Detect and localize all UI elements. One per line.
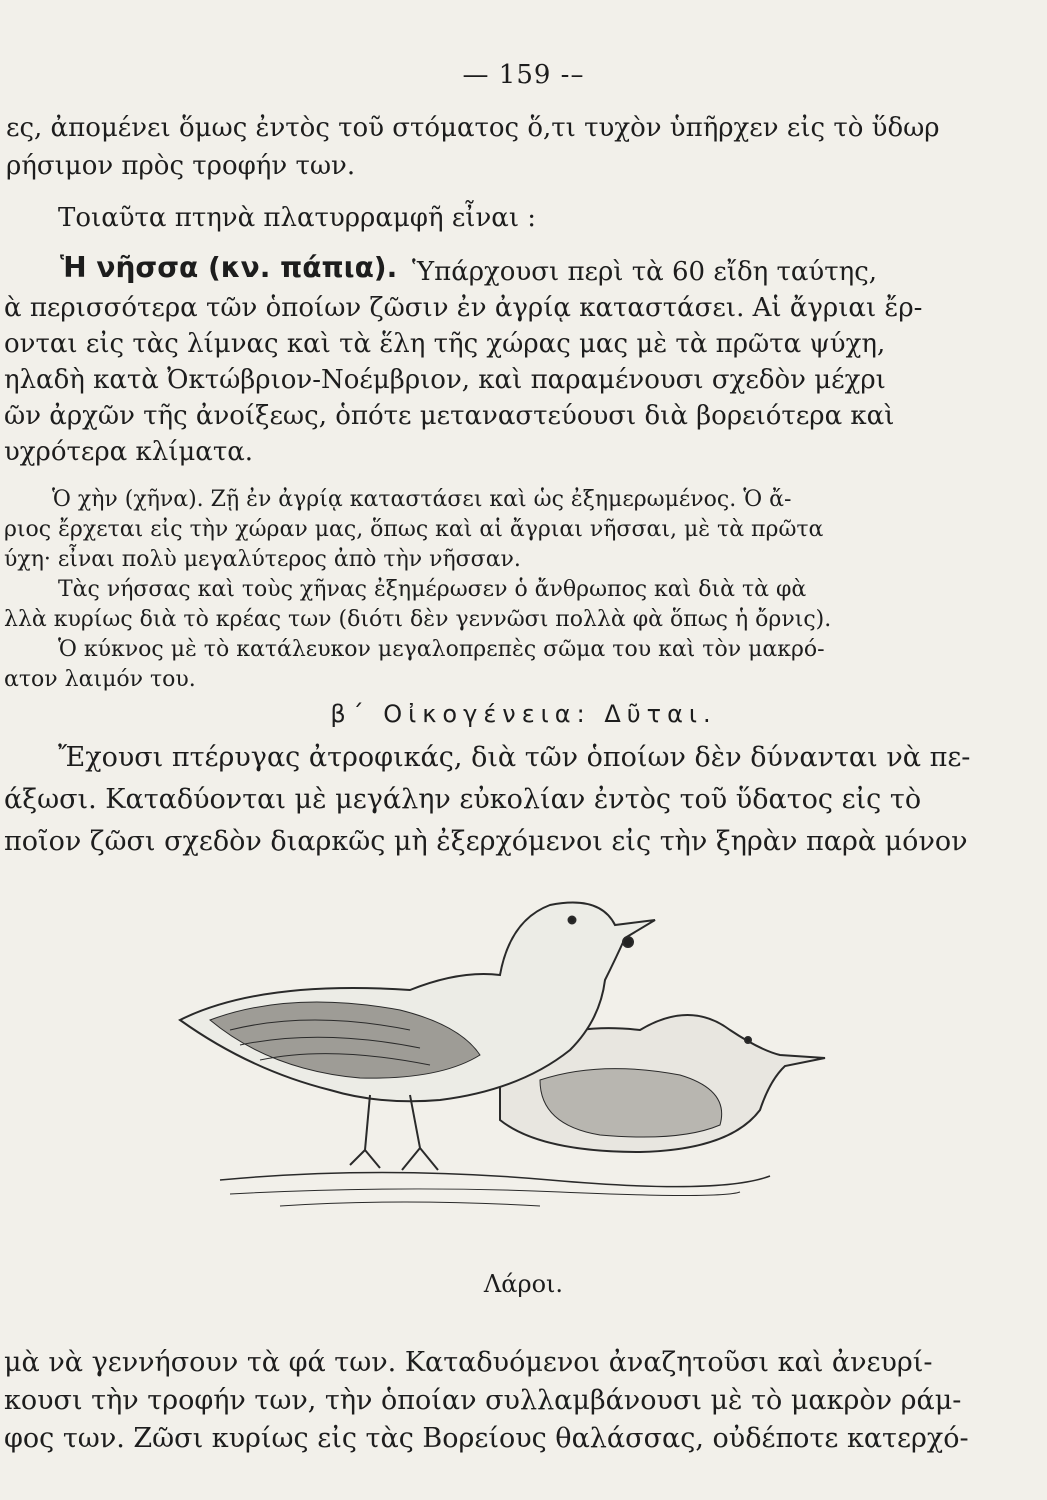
text-line: ὰ περισσότερα τῶν ὁποίων ζῶσιν ἐν ἀγρίᾳ καταστάσει. Αἱ ἄγριαι ἔρ- xyxy=(4,293,923,323)
duck-heading: Ἡ νῆσσα (κν. πάπια). xyxy=(60,251,398,284)
text-line: ηλαδὴ κατὰ Ὀκτώβριον-Νοέμβριον, καὶ παραμένουσι σχεδὸν μέχρι xyxy=(4,365,886,395)
text-line: ες, ἀπομένει ὅμως ἐντὸς τοῦ στόματος ὅ,τι τυχὸν ὑπῆρχεν εἰς τὸ ὕδωρ xyxy=(6,113,940,143)
figure-caption: Λάροι. xyxy=(483,1270,564,1298)
text-line: Ἔχουσι πτέρυγας ἀτροφικάς, διὰ τῶν ὁποίων δὲν δύνανται νὰ πε- xyxy=(58,742,971,773)
text-line: Ὁ χὴν (χῆνα). Ζῇ ἐν ἀγρίᾳ καταστάσει καὶ ὡς ἐξημερωμένος. Ὁ ἄ- xyxy=(52,487,792,512)
text-line: Τὰς νήσσας καὶ τοὺς χῆνας ἐξημέρωσεν ὁ ἄνθρωπος καὶ διὰ τὰ φὰ xyxy=(58,577,807,602)
text-line: ατον λαιμόν του. xyxy=(4,667,196,692)
text-line: μὰ νὰ γεννήσουν τὰ φά των. Καταδυόμενοι ἀναζητοῦσι καὶ ἀνευρί- xyxy=(4,1347,933,1378)
gulls-illustration xyxy=(80,880,860,1240)
text-line: άξωσι. Καταδύονται μὲ μεγάλην εὐκολίαν ἐντὸς τοῦ ὕδατος εἰς τὸ xyxy=(4,784,922,815)
text-line: λλὰ κυρίως διὰ τὸ κρέας των (διότι δὲν γεννῶσι πολλὰ φὰ ὅπως ἡ ὄρνις). xyxy=(4,607,832,632)
text-line: υχρότερα κλίματα. xyxy=(4,437,254,467)
text-line: Ὁ κύκνος μὲ τὸ κατάλευκον μεγαλοπρεπὲς σῶμα του καὶ τὸν μακρό- xyxy=(58,637,825,662)
page-number: — 159 -– xyxy=(462,60,585,90)
text-line: ύχη· εἶναι πολὺ μεγαλύτερος ἀπὸ τὴν νῆσσαν. xyxy=(4,547,521,572)
text-line: ποῖον ζῶσι σχεδὸν διαρκῶς μὴ ἐξερχόμενοι εἰς τὴν ξηρὰν παρὰ μόνον xyxy=(4,826,968,857)
text-line: κουσι τὴν τροφήν των, τὴν ὁποίαν συλλαμβάνουσι μὲ τὸ μακρὸν ράμ- xyxy=(4,1385,962,1416)
text-line: ονται εἰς τὰς λίμνας καὶ τὰ ἕλη τῆς χώρας μας μὲ τὰ πρῶτα ψύχη, xyxy=(4,329,886,359)
section-title: β΄ Οἰκογένεια: Δῦται. xyxy=(330,700,717,728)
text-line: φος των. Ζῶσι κυρίως εἰς τὰς Βορείους θαλάσσας, οὐδέποτε κατερχό- xyxy=(4,1423,969,1454)
intro-line: Τοιαῦτα πτηνὰ πλατυρραμφῆ εἶναι : xyxy=(58,203,537,233)
text-line: ῶν ἀρχῶν τῆς ἀνοίξεως, ὁπότε μεταναστεύουσι διὰ βορειότερα καὶ xyxy=(4,401,895,431)
text-line: Ὑπάρχουσι περὶ τὰ 60 εἴδη ταύτης, xyxy=(412,257,878,287)
text-line: ριος ἔρχεται εἰς τὴν χώραν μας, ὅπως καὶ αἱ ἄγριαι νῆσσαι, μὲ τὰ πρῶτα xyxy=(4,517,824,542)
text-line: ρήσιμον πρὸς τροφήν των. xyxy=(6,151,356,181)
